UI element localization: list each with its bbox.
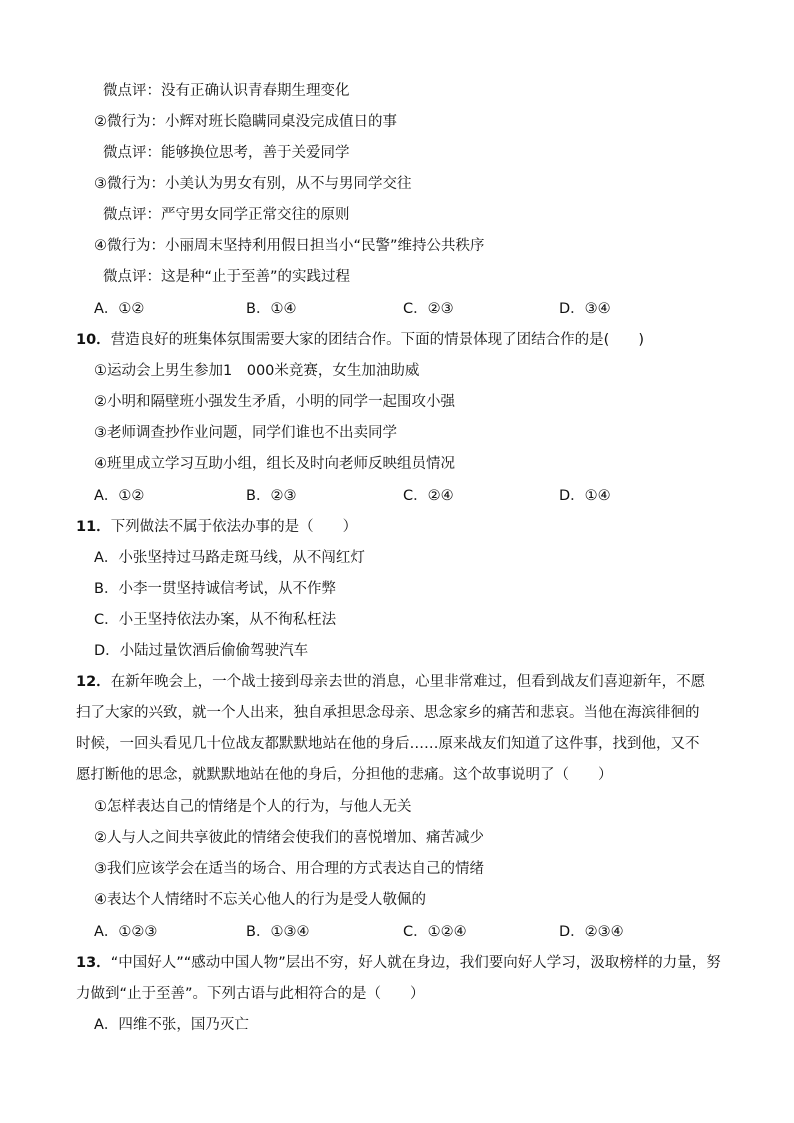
q9-comment-4: 微点评：这是种“止于至善”的实践过程 xyxy=(103,269,351,285)
q11-choice-c[interactable]: C．小王坚持依法办案，从不徇私枉法 xyxy=(94,612,337,628)
q11-choice-b[interactable]: B．小李一贯坚持诚信考试，从不作弊 xyxy=(94,581,336,597)
q12-stem-text-1: 在新年晚会上，一个战士接到母亲去世的消息，心里非常难过，但看到战友们喜迎新年，不愿 xyxy=(110,674,706,690)
q12-option-c[interactable]: C．①②④ xyxy=(403,924,467,940)
q9-option-d[interactable]: D．③④ xyxy=(559,301,611,317)
q10-option-a[interactable]: A．①② xyxy=(94,488,145,504)
q12-option-b[interactable]: B．①③④ xyxy=(246,924,310,940)
q10-option-d[interactable]: D．①④ xyxy=(559,488,611,504)
q13-number: 13． xyxy=(76,955,111,971)
q9-comment-1: 微点评：没有正确认识青春期生理变化 xyxy=(103,83,350,99)
q10-number: 10． xyxy=(76,332,111,348)
q10-item-3: ③老师调查抄作业问题，同学们谁也不出卖同学 xyxy=(94,425,397,441)
q12-number: 12． xyxy=(76,674,111,690)
q11-number: 11． xyxy=(76,519,111,535)
q12-stem-line-1 xyxy=(76,672,705,692)
q12-option-a[interactable]: A．①②③ xyxy=(94,924,158,940)
q10-option-b[interactable]: B．②③ xyxy=(246,488,297,504)
q10-stem xyxy=(76,330,644,350)
q11-stem-text: 下列做法不属于依法办事的是（ ） xyxy=(110,519,358,535)
q9-option-b[interactable]: B．①④ xyxy=(246,301,297,317)
q10-item-2: ②小明和隔壁班小强发生矛盾，小明的同学一起围攻小强 xyxy=(94,394,455,410)
q12-item-1: ①怎样表达自己的情绪是个人的行为，与他人无关 xyxy=(94,799,412,815)
q11-stem xyxy=(76,517,357,537)
q12-item-2: ②人与人之间共享彼此的情绪会使我们的喜悦增加、痛苦减少 xyxy=(94,830,484,846)
q9-behavior-2: ②微行为：小辉对班长隐瞒同桌没完成值日的事 xyxy=(94,114,397,130)
q9-behavior-3: ③微行为：小美认为男女有别，从不与男同学交往 xyxy=(94,176,412,192)
q13-stem-line-2: 力做到“止于至善”。下列古语与此相符合的是（ ） xyxy=(76,986,425,1002)
q11-choice-a[interactable]: A．小张坚持过马路走斑马线，从不闯红灯 xyxy=(94,550,365,566)
q13-choice-a[interactable]: A．四维不张，国乃灭亡 xyxy=(94,1017,249,1033)
q10-option-c[interactable]: C．②④ xyxy=(403,488,454,504)
q12-item-4: ④表达个人情绪时不忘关心他人的行为是受人敬佩的 xyxy=(94,892,426,908)
q12-stem-line-2: 扫了大家的兴致，就一个人出来，独自承担思念母亲、思念家乡的痛苦和悲哀。当他在海滨徘徊的 xyxy=(76,705,700,721)
q10-stem-text: 营造良好的班集体氛围需要大家的团结合作。下面的情景体现了团结合作的是( ) xyxy=(110,332,644,348)
q12-option-d[interactable]: D．②③④ xyxy=(559,924,624,940)
q9-comment-3: 微点评：严守男女同学正常交往的原则 xyxy=(103,207,350,223)
q12-stem-line-3: 时候，一回头看见几十位战友都默默地站在他的身后……原来战友们知道了这件事，找到他，又不 xyxy=(76,736,700,752)
q9-option-c[interactable]: C．②③ xyxy=(403,301,454,317)
q13-stem-text-1: “中国好人”“感动中国人物”层出不穷，好人就在身边，我们要向好人学习，汲取榜样的力量，努 xyxy=(110,955,721,971)
q10-item-4: ④班里成立学习互助小组，组长及时向老师反映组员情况 xyxy=(94,456,455,472)
q9-behavior-4: ④微行为：小丽周末坚持利用假日担当小“民警”维持公共秩序 xyxy=(94,238,485,254)
q12-item-3: ③我们应该学会在适当的场合、用合理的方式表达自己的情绪 xyxy=(94,861,484,877)
q11-choice-d[interactable]: D．小陆过量饮酒后偷偷驾驶汽车 xyxy=(94,643,309,659)
q12-stem-line-4: 愿打断他的思念，就默默地站在他的身后，分担他的悲痛。这个故事说明了（ ） xyxy=(76,767,613,783)
q9-option-a[interactable]: A．①② xyxy=(94,301,145,317)
q13-stem-line-1 xyxy=(76,953,721,973)
q10-item-1: ①运动会上男生参加1 000米竞赛，女生加油助威 xyxy=(94,363,420,379)
q9-comment-2: 微点评：能够换位思考，善于关爱同学 xyxy=(103,145,350,161)
